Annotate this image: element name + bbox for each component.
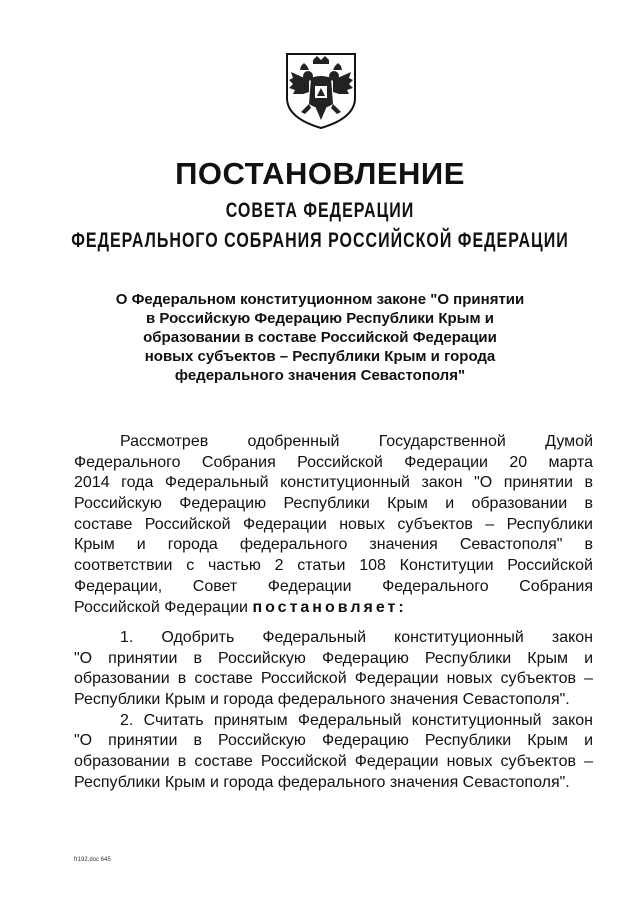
- issuer-line-1: СОВЕТА ФЕДЕРАЦИИ: [225, 199, 415, 223]
- item-line: 1. Одобрить Федеральный конституционный закон: [120, 629, 593, 646]
- paragraph-line: 2014 года Федеральный конституционный закон "О принятии в: [74, 474, 593, 492]
- item-line: "О принятии в Российскую Федерацию Республики Крым и: [74, 732, 593, 750]
- item-line: Республики Крым и города федерального значения Севастополя".: [74, 691, 570, 709]
- paragraph-line: соответствии с частью 2 статьи 108 Конституции Российской: [74, 557, 593, 575]
- file-code: fr192.doc 645: [74, 857, 111, 863]
- paragraph-line: Федерации, Совет Федерации Федерального Собрания: [74, 577, 593, 595]
- decree-word: постановляет:: [252, 598, 407, 616]
- paragraph-line: [74, 598, 593, 619]
- paragraph-line-text: Российской Федерации: [74, 598, 248, 616]
- law-title-line: образовании в составе Российской Федерации: [143, 329, 497, 346]
- preamble-paragraph: [74, 432, 593, 618]
- russian-coat-of-arms-icon: [283, 48, 359, 132]
- paragraph-line: Российскую Федерацию Республики Крым и образовании в: [74, 495, 593, 513]
- law-title: [90, 290, 550, 385]
- paragraph-line: составе Российской Федерации новых субъектов – Республики: [74, 515, 593, 533]
- law-title-line: новых субъектов – Республики Крым и города: [144, 348, 496, 365]
- item-line: 2. Считать принятым Федеральный конституционный закон: [120, 711, 593, 729]
- document-title: ПОСТАНОВЛЕНИЕ: [175, 156, 465, 191]
- paragraph-line: Рассмотрев одобренный Государственной Думой: [120, 433, 593, 450]
- law-title-line: О Федеральном конституционном законе "О принятии: [115, 291, 525, 308]
- item-line: Республики Крым и города федерального значения Севастополя".: [74, 773, 570, 791]
- resolution-items: [74, 628, 593, 794]
- law-title-line: федерального значения Севастополя": [174, 367, 466, 384]
- item-line: "О принятии в Российскую Федерацию Республики Крым и: [74, 649, 593, 667]
- paragraph-line: Крым и города федерального значения Севастополя" в: [74, 536, 593, 554]
- item-line: образовании в составе Российской Федерации новых субъектов –: [74, 753, 593, 771]
- item-line: образовании в составе Российской Федерации новых субъектов –: [74, 670, 593, 688]
- law-title-line: в Российскую Федерацию Республики Крым и: [146, 310, 494, 327]
- paragraph-line: Федерального Собрания Российской Федерации 20 марта: [74, 453, 593, 471]
- issuer-line-2: ФЕДЕРАЛЬНОГО СОБРАНИЯ РОССИЙСКОЙ ФЕДЕРАЦИИ: [71, 229, 569, 253]
